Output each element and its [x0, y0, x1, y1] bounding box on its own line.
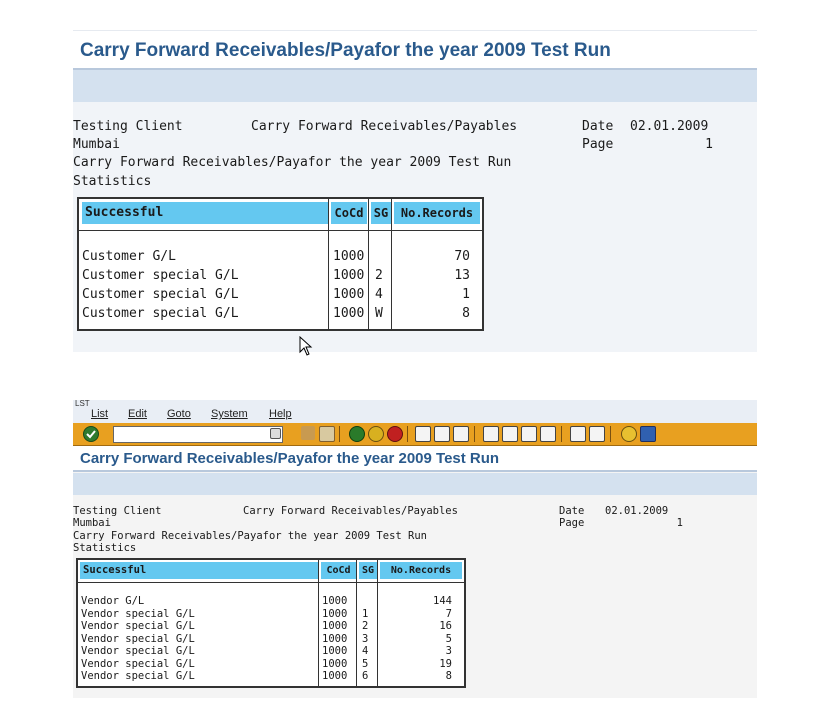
table-row-cocd: 1000: [322, 670, 348, 682]
header-section: Statistics: [73, 174, 152, 189]
help-icon[interactable]: [621, 426, 637, 442]
header-page-label: Page: [559, 517, 585, 529]
header-client: Testing Client: [73, 505, 162, 517]
table-row-desc: Vendor G/L: [81, 595, 145, 607]
table-row-sg: 6: [362, 670, 369, 682]
table-row-cocd: 1000: [322, 632, 348, 645]
table-row-sg: 4: [375, 287, 383, 302]
header-report-name: Carry Forward Receivables/Payables: [251, 119, 518, 134]
header-section: Statistics: [73, 542, 137, 554]
table-row-sg: 2: [362, 620, 369, 632]
table-row-cocd: 1000: [333, 249, 365, 264]
header-date: 02.01.2009: [605, 505, 669, 517]
table-row-desc: Vendor special G/L: [81, 645, 195, 657]
create-session-icon[interactable]: [570, 426, 586, 442]
table-row-records: 144: [433, 595, 452, 607]
print-icon[interactable]: [415, 426, 431, 442]
page-title: Carry Forward Receivables/Payafor the year 2009 Test Run: [80, 40, 611, 61]
column-header-successful: Successful: [80, 562, 318, 579]
table-row-cocd: 1000: [322, 645, 348, 657]
column-divider: [356, 560, 357, 686]
table-row-cocd: 1000: [333, 287, 365, 302]
header-city: Mumbai: [73, 137, 120, 152]
column-divider: [377, 560, 378, 686]
enter-icon[interactable]: [83, 426, 99, 442]
column-header-sg: SG: [371, 202, 391, 224]
table-row-cocd: 1000: [322, 657, 348, 670]
table-row-records: 7: [445, 607, 452, 620]
table-row-desc: Customer special G/L: [82, 306, 239, 321]
column-header-sg: SG: [359, 562, 377, 579]
column-header-successful: Successful: [82, 202, 328, 224]
header-subtitle: Carry Forward Receivables/Payafor the year 2009 Test Run: [73, 530, 428, 542]
table-row-desc: Customer special G/L: [82, 268, 239, 283]
table-row-records: 19: [439, 657, 452, 670]
header-report-name: Carry Forward Receivables/Payables: [243, 505, 458, 517]
table-row-desc: Vendor special G/L: [81, 670, 195, 682]
table-row-sg: 2: [375, 268, 383, 283]
window-tag: LST: [75, 399, 90, 408]
back-arrow-icon[interactable]: [301, 426, 315, 440]
standard-toolbar: [73, 423, 757, 446]
table-row-cocd: 1000: [322, 607, 348, 620]
application-toolbar-band: [73, 70, 757, 102]
find-next-icon[interactable]: [453, 426, 469, 442]
header-page-label: Page: [582, 137, 614, 152]
menu-item-goto[interactable]: Goto: [167, 408, 191, 420]
menu-item-system[interactable]: System: [211, 408, 248, 420]
last-page-icon[interactable]: [540, 426, 556, 442]
mouse-pointer-icon: [299, 336, 313, 356]
table-row-desc: Vendor special G/L: [81, 657, 195, 670]
table-row-sg: 3: [362, 632, 369, 645]
table-row-records: 1: [462, 287, 470, 302]
column-divider: [391, 199, 392, 329]
column-divider: [328, 199, 329, 329]
exit-icon[interactable]: [368, 426, 384, 442]
find-icon[interactable]: [434, 426, 450, 442]
table-row-records: 16: [439, 620, 452, 632]
table-row-desc: Vendor special G/L: [81, 607, 195, 620]
table-row-sg: 4: [362, 645, 369, 657]
page-title: Carry Forward Receivables/Payafor the year 2009 Test Run: [80, 450, 500, 467]
application-toolbar-band: [73, 473, 757, 495]
carry-forward-vendor-report-window: [73, 400, 757, 698]
table-row-cocd: 1000: [322, 595, 348, 607]
table-row-records: 5: [445, 632, 452, 645]
header-page-number: 1: [705, 137, 713, 152]
header-subtitle: Carry Forward Receivables/Payafor the year 2009 Test Run: [73, 155, 512, 170]
column-header-cocd: CoCd: [321, 562, 356, 579]
command-field-dropdown-icon[interactable]: [270, 428, 281, 439]
table-row-sg: W: [375, 306, 383, 321]
previous-page-icon[interactable]: [502, 426, 518, 442]
customize-layout-icon[interactable]: [640, 426, 656, 442]
header-date-label: Date: [582, 119, 614, 134]
table-row-cocd: 1000: [322, 620, 348, 632]
table-row-cocd: 1000: [333, 268, 365, 283]
header-page-number: 1: [676, 517, 683, 529]
column-header-no-records: No.Records: [380, 562, 462, 579]
column-header-cocd: CoCd: [331, 202, 367, 224]
table-row-records: 13: [454, 268, 470, 283]
table-row-records: 70: [454, 249, 470, 264]
statistics-table: [76, 558, 466, 688]
column-header-no-records: No.Records: [394, 202, 480, 224]
header-city: Mumbai: [73, 517, 111, 529]
carry-forward-customer-report: [73, 30, 757, 352]
header-separator: [79, 230, 482, 231]
column-divider: [318, 560, 319, 686]
cancel-icon[interactable]: [387, 426, 403, 442]
column-divider: [368, 199, 369, 329]
table-row-desc: Vendor special G/L: [81, 632, 195, 645]
table-row-records: 3: [445, 645, 452, 657]
shortcut-icon[interactable]: [589, 426, 605, 442]
save-icon[interactable]: [319, 426, 335, 442]
table-row-sg: 5: [362, 657, 369, 670]
table-row-records: 8: [445, 670, 452, 682]
report-title-bar: [73, 446, 757, 472]
header-date: 02.01.2009: [630, 119, 709, 134]
table-row-desc: Vendor special G/L: [81, 620, 195, 632]
menu-bar: [73, 400, 757, 423]
statistics-table: [77, 197, 484, 331]
command-field[interactable]: [113, 426, 283, 443]
menu-item-help[interactable]: Help: [269, 408, 292, 420]
first-page-icon[interactable]: [483, 426, 499, 442]
table-row-sg: 1: [362, 607, 369, 620]
header-date-label: Date: [559, 505, 585, 517]
table-row-desc: Customer G/L: [82, 249, 176, 264]
table-row-records: 8: [462, 306, 470, 321]
table-row-cocd: 1000: [333, 306, 365, 321]
menu-item-list[interactable]: List: [91, 408, 109, 420]
header-separator: [78, 582, 464, 583]
report-title-bar: [73, 30, 757, 70]
table-row-desc: Customer special G/L: [82, 287, 239, 302]
back-icon[interactable]: [349, 426, 365, 442]
next-page-icon[interactable]: [521, 426, 537, 442]
header-client: Testing Client: [73, 119, 183, 134]
menu-item-edit[interactable]: Edit: [128, 408, 147, 420]
